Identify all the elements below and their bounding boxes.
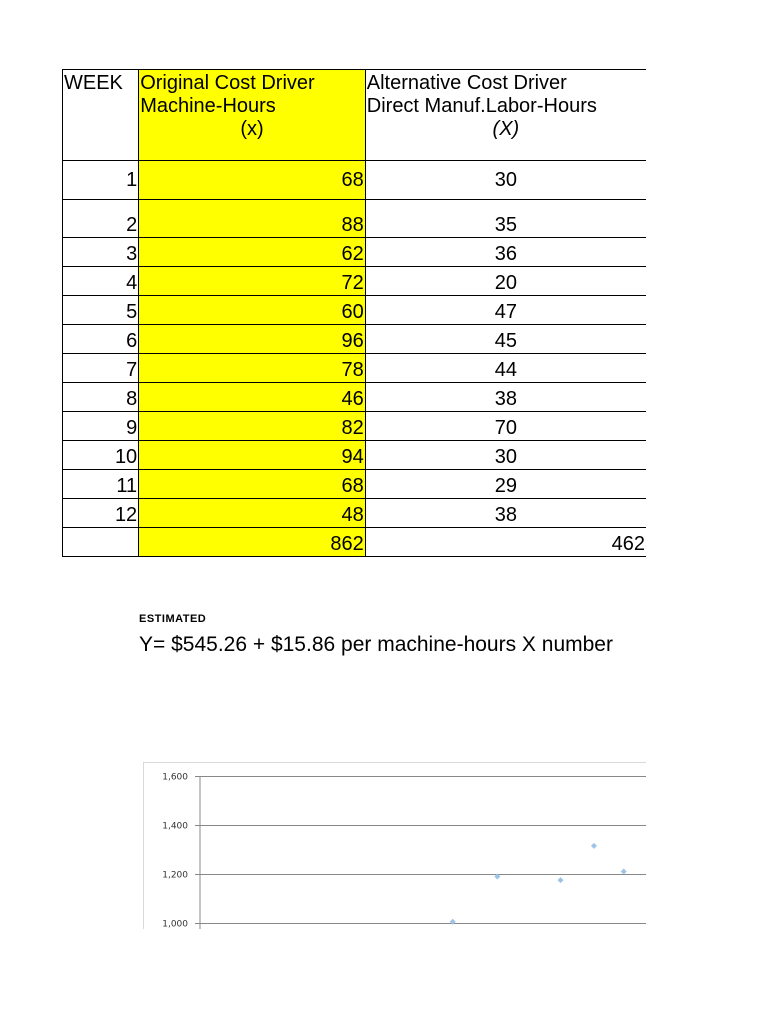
- header-original-line3: (x): [240, 118, 264, 140]
- header-original-line2: Machine-Hours: [140, 95, 276, 117]
- table-row: [63, 441, 647, 470]
- y-tick-label: 1,200: [162, 870, 188, 881]
- table-row: [63, 200, 647, 238]
- machine-hours-cell: 72: [139, 267, 366, 296]
- week-cell: 12: [63, 499, 139, 528]
- week-cell: 5: [63, 296, 139, 325]
- y-tick-label: 1,000: [162, 919, 188, 929]
- table-row: [63, 499, 647, 528]
- header-original-cost-driver: [139, 70, 366, 161]
- labor-hours-cell: 30: [365, 161, 646, 200]
- totals-row: [63, 528, 647, 557]
- labor-hours-cell: 30: [365, 441, 646, 470]
- machine-hours-cell: 68: [139, 161, 366, 200]
- data-table: [62, 69, 646, 557]
- machine-hours-cell: 94: [139, 441, 366, 470]
- table-row: [63, 161, 647, 200]
- week-cell: 10: [63, 441, 139, 470]
- total-machine-hours: 862: [139, 528, 366, 557]
- machine-hours-cell: 96: [139, 325, 366, 354]
- header-week: [63, 70, 139, 161]
- week-cell: 11: [63, 470, 139, 499]
- week-cell: 7: [63, 354, 139, 383]
- totals-week-cell: [63, 528, 139, 557]
- table-row: [63, 325, 647, 354]
- labor-hours-cell: 45: [365, 325, 646, 354]
- labor-hours-cell: 36: [365, 238, 646, 267]
- total-labor-hours: 462: [365, 528, 646, 557]
- labor-hours-cell: 70: [365, 412, 646, 441]
- chart-frame: [144, 763, 647, 930]
- labor-hours-cell: 44: [365, 354, 646, 383]
- machine-hours-cell: 60: [139, 296, 366, 325]
- y-tick-label: 1,600: [162, 772, 188, 783]
- machine-hours-cell: 78: [139, 354, 366, 383]
- week-cell: 6: [63, 325, 139, 354]
- header-week-label: WEEK: [64, 72, 123, 94]
- estimated-label: ESTIMATED: [139, 613, 207, 625]
- labor-hours-cell: 38: [365, 499, 646, 528]
- week-cell: 3: [63, 238, 139, 267]
- header-alternative-line2: Direct Manuf.Labor-Hours: [366, 95, 597, 117]
- table-row: [63, 354, 647, 383]
- table-row: [63, 470, 647, 499]
- machine-hours-cell: 82: [139, 412, 366, 441]
- table-row: [63, 412, 647, 441]
- header-alternative-line3: (X): [492, 118, 520, 140]
- data-point: [621, 869, 627, 875]
- machine-hours-cell: 88: [139, 200, 366, 238]
- header-alternative-line1: Alternative Cost Driver: [366, 72, 567, 94]
- data-point: [591, 843, 597, 849]
- machine-hours-cell: 68: [139, 470, 366, 499]
- week-cell: 8: [63, 383, 139, 412]
- data-table-region: [62, 69, 646, 569]
- week-cell: 2: [63, 200, 139, 238]
- labor-hours-cell: 38: [365, 383, 646, 412]
- table-row: [63, 383, 647, 412]
- week-cell: 9: [63, 412, 139, 441]
- header-alternative-cost-driver: [365, 70, 646, 161]
- labor-hours-cell: 29: [365, 470, 646, 499]
- machine-hours-cell: 48: [139, 499, 366, 528]
- y-tick-label: 1,400: [162, 821, 188, 832]
- week-cell: 1: [63, 161, 139, 200]
- table-row: [63, 267, 647, 296]
- labor-hours-cell: 35: [365, 200, 646, 238]
- scatter-chart: [143, 762, 646, 929]
- scatter-chart-svg: [143, 762, 646, 929]
- machine-hours-cell: 46: [139, 383, 366, 412]
- data-point: [558, 877, 564, 883]
- machine-hours-cell: 62: [139, 238, 366, 267]
- week-cell: 4: [63, 267, 139, 296]
- table-row: [63, 238, 647, 267]
- labor-hours-cell: 47: [365, 296, 646, 325]
- cost-equation: Y= $545.26 + $15.86 per machine-hours X number: [139, 633, 613, 656]
- table-row: [63, 296, 647, 325]
- header-original-line1: Original Cost Driver: [140, 72, 315, 94]
- header-row: [63, 70, 647, 161]
- labor-hours-cell: 20: [365, 267, 646, 296]
